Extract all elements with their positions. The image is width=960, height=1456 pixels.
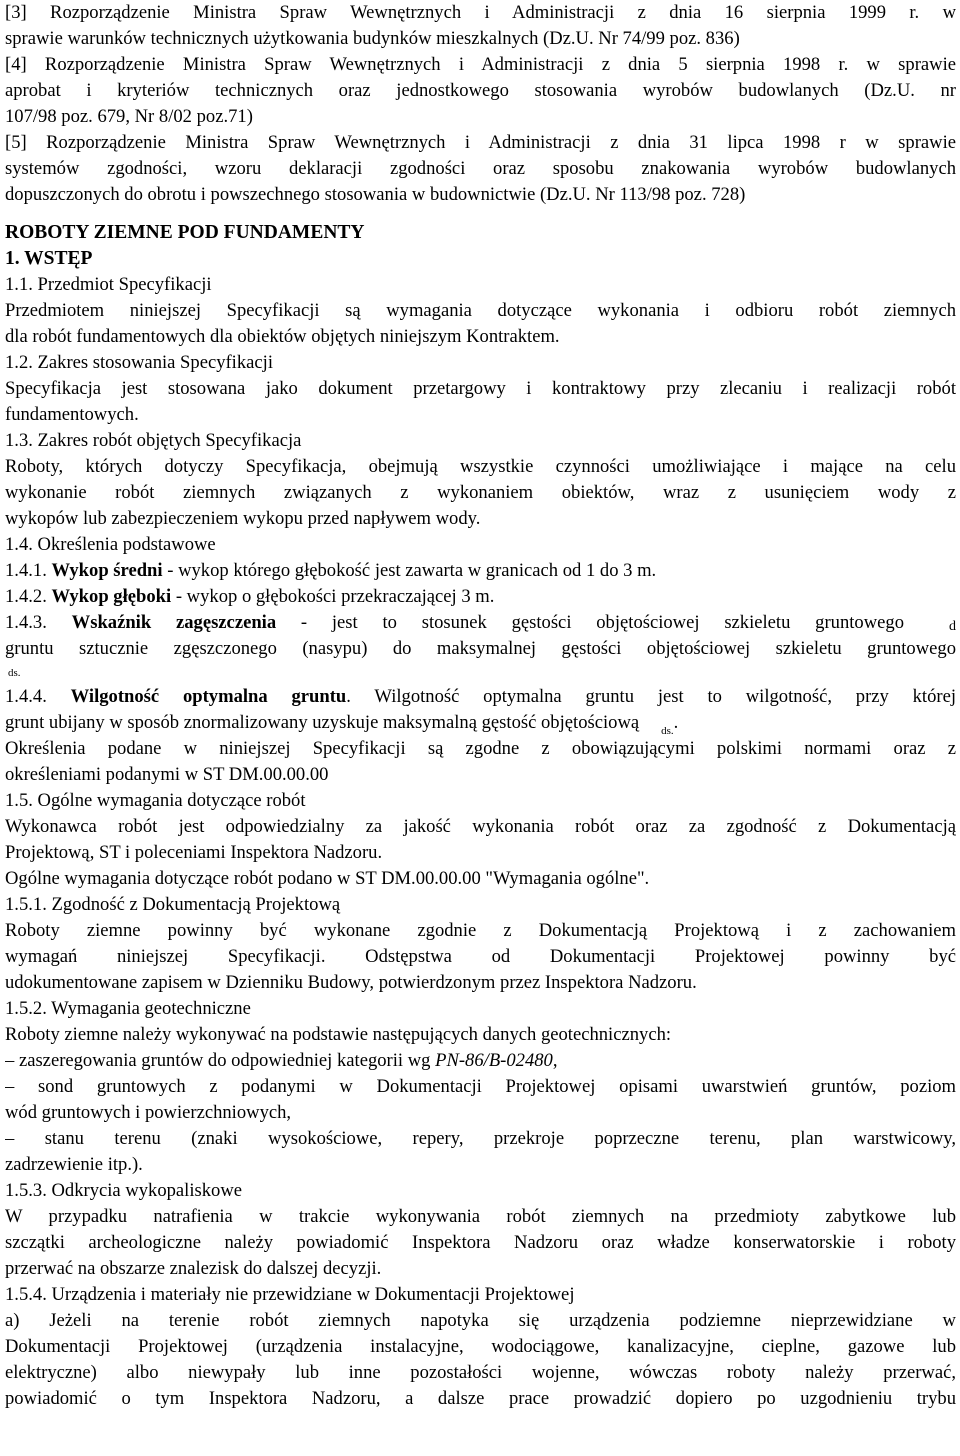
section-1-5-4: [5, 1282, 956, 1412]
text-line: systemów zgodności, wzoru deklaracji zgodności oraz sposobu znakowania wyrobów budowlanych: [5, 158, 956, 179]
definition-term: Wskaźnik zagęszczenia: [71, 612, 277, 633]
subsection-title: 1.1. Przedmiot Specyfikacji: [5, 274, 212, 295]
text-line: Roboty ziemne należy wykonywać na podstawie następujących danych geotechnicznych:: [5, 1024, 672, 1045]
text-line: 107/98 poz. 679, Nr 8/02 poz.71): [5, 106, 253, 127]
bullet-item: – sond gruntowych z podanymi w Dokumentacji Projektowej opisami uwarstwień gruntów, poziom: [5, 1076, 956, 1097]
text-span: – zaszeregowania gruntów do odpowiedniej kategorii wg: [5, 1050, 436, 1071]
subsection-title: 1.3. Zakres robót objętych Specyfikacja: [5, 430, 302, 451]
definition-term: Wykop średni: [51, 560, 163, 581]
definition-number: 1.4.2.: [5, 586, 52, 607]
text-line: wymagań niniejszej Specyfikacji. Odstępstwa od Dokumentacji Projektowej powinny być: [5, 946, 956, 967]
definition-text: - jest to stosunek gęstości objętościowej szkieletu gruntowego: [276, 612, 904, 633]
text-line: sprawie warunków technicznych użytkowania budynków mieszkalnych (Dz.U. Nr 74/99 poz. 836): [5, 28, 740, 49]
text-line: Specyfikacja jest stosowana jako dokument przetargowy i kontraktowy przy zlecaniu i realizacji robót: [5, 378, 956, 399]
subsection-title: 1.5.2. Wymagania geotechniczne: [5, 998, 251, 1019]
text-line: W przypadku natrafienia w trakcie wykonywania robót ziemnych na przedmioty zabytkowe lub: [5, 1206, 956, 1227]
subsection-title: 1.2. Zakres stosowania Specyfikacji: [5, 352, 273, 373]
section-1-1: [5, 272, 956, 350]
text-line: Ogólne wymagania dotyczące robót podano w ST DM.00.00.00 "Wymagania ogólne".: [5, 868, 650, 889]
bullet-item: [5, 1048, 956, 1074]
section-1-4: [5, 532, 956, 788]
definition-text: - wykop którego głębokość jest zawarta w granicach od 1 do 3 m.: [162, 560, 657, 581]
text-line: Wykonawca robót jest odpowiedzialny za jakość wykonania robót oraz za zgodność z Dokumentacją: [5, 816, 956, 837]
section-1-3: [5, 428, 956, 532]
text-line: dla robót fundamentowych dla obiektów objętych niniejszym Kontraktem.: [5, 326, 560, 347]
text-line: udokumentowane zapisem w Dzienniku Budowy, potwierdzonym przez Inspektora Nadzoru.: [5, 972, 697, 993]
text-line: [5] Rozporządzenie Ministra Spraw Wewnętrznych i Administracji z dnia 31 lipca 1998 r w sprawie: [5, 132, 956, 153]
section-1-5-1: [5, 892, 956, 996]
text-line: określeniami podanymi w ST DM.00.00.00: [5, 764, 329, 785]
reference-4: [5, 52, 956, 130]
text-line: elektryczne) albo niewypały lub inne pozostałości wojenne, wówczas roboty należy przerwać,: [5, 1362, 956, 1383]
subscript-label: d: [949, 619, 956, 634]
definition-number: 1.4.1.: [5, 560, 52, 581]
text-span: .: [673, 712, 679, 733]
text-line: Dokumentacji Projektowej (urządzenia instalacyjne, wodociągowe, kanalizacyjne, cieplne, gazowe lub: [5, 1336, 956, 1357]
text-line: Przedmiotem niniejszej Specyfikacji są wymagania dotyczące wykonania i odbioru robót ziemnych: [5, 300, 956, 321]
text-line: aprobat i kryteriów technicznych oraz jednostkowego stosowania wyrobów budowlanych (Dz.U. nr: [5, 80, 956, 101]
bullet-item: – stanu terenu (znaki wysokościowe, repery, przekroje poprzeczne terenu, plan warstwicowy,: [5, 1128, 956, 1149]
subscript-label: ds.: [8, 667, 21, 679]
definition-text: . Wilgotność optymalna gruntu jest to wilgotność, przy której: [346, 686, 956, 707]
definition-item: [5, 558, 956, 584]
subsection-title: 1.5. Ogólne wymagania dotyczące robót: [5, 790, 306, 811]
text-line: a) Jeżeli na terenie robót ziemnych napotyka się urządzenia podziemne nieprzewidziane w: [5, 1310, 956, 1331]
text-line: Roboty, których dotyczy Specyfikacja, obejmują wszystkie czynności umożliwiające i mające na celu: [5, 456, 956, 477]
document-title: ROBOTY ZIEMNE POD FUNDAMENTY: [5, 222, 365, 243]
definition-number: 1.4.3.: [5, 612, 72, 633]
definition-line: [5, 610, 904, 636]
section-1-5: [5, 788, 956, 892]
text-line: dopuszczonych do obrotu i powszechnego stosowania w budownictwie (Dz.U. Nr 113/98 poz. 728): [5, 184, 746, 205]
text-line: wykonanie robót ziemnych związanych z wykonaniem obiektów, wraz z usunięciem wody z: [5, 482, 956, 503]
definition-item: [5, 610, 956, 636]
definition-term: Wykop głęboki: [51, 586, 172, 607]
text-line: wykopów lub zabezpieczeniem wykopu przed napływem wody.: [5, 508, 481, 529]
text-line: przerwać na obszarze znalezisk do dalszej decyzji.: [5, 1258, 382, 1279]
subscript-label: ds.: [661, 725, 674, 736]
reference-5: [5, 130, 956, 208]
subsection-title: 1.5.4. Urządzenia i materiały nie przewidziane w Dokumentacji Projektowej: [5, 1284, 575, 1305]
reference-3: [5, 0, 956, 52]
subsection-title: 1.5.1. Zgodność z Dokumentacją Projektową: [5, 894, 341, 915]
definition-item: [5, 584, 956, 610]
text-span: grunt ubijany w sposób znormalizowany uzyskuje maksymalną gęstość objętościową: [5, 712, 640, 733]
text-line: [5, 710, 956, 736]
text-line: Roboty ziemne powinny być wykonane zgodnie z Dokumentacją Projektową i z zachowaniem: [5, 920, 956, 941]
definition-text: - wykop o głębokości przekraczającej 3 m.: [171, 586, 495, 607]
section-heading: 1. WSTĘP: [5, 248, 93, 269]
text-line: [3] Rozporządzenie Ministra Spraw Wewnętrznych i Administracji z dnia 16 sierpnia 1999 r. w: [5, 2, 956, 23]
subsection-title: 1.5.3. Odkrycia wykopaliskowe: [5, 1180, 243, 1201]
section-1-2: [5, 350, 956, 428]
definition-term: Wilgotność optymalna gruntu: [70, 686, 347, 707]
text-line: Określenia podane w niniejszej Specyfikacji są zgodne z obowiązującymi polskimi normami oraz z: [5, 738, 956, 759]
text-line: wód gruntowych i powierzchniowych,: [5, 1102, 292, 1123]
text-line: Projektową, ST i poleceniami Inspektora Nadzoru.: [5, 842, 383, 863]
text-line: fundamentowych.: [5, 404, 139, 425]
norm-reference: PN-86/B-02480: [435, 1050, 553, 1071]
definition-item: [5, 684, 956, 710]
text-line: gruntu sztucznie zgęszczonego (nasypu) do maksymalnej gęstości objętościowej szkieletu gruntowego: [5, 638, 956, 659]
text-line: szczątki archeologiczne należy powiadomić Inspektora Nadzoru oraz władze konserwatorskie i roboty: [5, 1232, 956, 1253]
text-line: powiadomić o tym Inspektora Nadzoru, a dalsze prace prowadzić dopiero po uzgodnieniu trybu: [5, 1388, 956, 1409]
subsection-title: 1.4. Określenia podstawowe: [5, 534, 216, 555]
definition-number: 1.4.4.: [5, 686, 71, 707]
text-line: zadrzewienie itp.).: [5, 1154, 143, 1175]
section-1-5-3: [5, 1178, 956, 1282]
section-1-5-2: [5, 996, 956, 1178]
text-line: [4] Rozporządzenie Ministra Spraw Wewnętrznych i Administracji z dnia 5 sierpnia 1998 r. w sprawie: [5, 54, 956, 75]
text-span: ,: [552, 1050, 558, 1071]
